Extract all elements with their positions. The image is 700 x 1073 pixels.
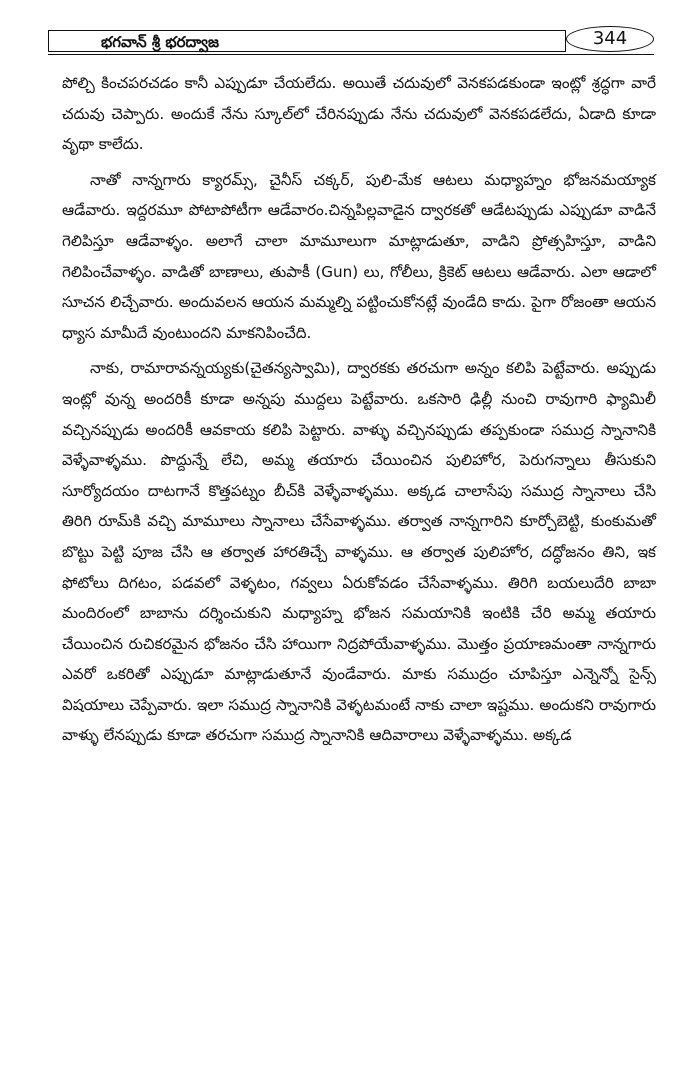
page-number: 344	[566, 26, 654, 52]
paragraph-3: నాకు, రామారావన్నయ్యకు(చైతన్యస్వామి), ద్వారకకు తరచుగా అన్నం కలిపి పెట్టేవారు. అప్పుడు ఇంట్లో వున్న అందరికీ కూడా అన్నపు ముద్దలు పెట్టేవారు. ఒకసారి ఢిల్లీ నుంచి రావుగారి ఫ్యామిలీ వచ్చినప్పుడు అందరికీ ఆవకాయ కలిపి పెట్టారు. వాళ్ళు వచ్చినప్పుడు తప్పకుండా సముద్ర స్నానానికి వెళ్ళేవాళ్ళము. పొద్దున్నే లేచి, అమ్మ తయారు చేయించిన పులిహోర, పెరుగన్నాలు తీసుకుని సూర్యోదయం దాటగానే కొత్తపట్నం బీచ్‌కి వెళ్ళేవాళ్ళము. అక్కడ చాలాసేపు సముద్ర స్నానాలు చేసి తిరిగి రూమ్‌కి వచ్చి మామూలు స్నానాలు చేసేవాళ్ళము. తర్వాత నాన్నగారిని కూర్చోబెట్టి, కుంకుమతో బొట్టు పెట్టి పూజ చేసి ఆ తర్వాత హారతిచ్చే వాళ్ళము. ఆ తర్వాత పులిహోర, దద్ధోజనం తిని, ఇక ఫోటోలు దిగటం, పడవలో వెళ్ళటం, గవ్వలు ఏరుకోవడం చేసేవాళ్ళము. తిరిగి బయలుదేరి బాబా మందిరంలో బాబాను దర్శించుకుని మధ్యాహ్న భోజన సమయానికి ఇంటికి చేరి అమ్మ తయారు చేయించిన రుచికరమైన భోజనం చేసి హాయిగా నిద్రపోయేవాళ్ళము. మొత్తం ప్రయాణమంతా నాన్నగారు ఎవరో ఒకరితో ఎప్పుడూ మాట్లాడుతూనే వుండేవారు. మాకు సముద్రం చూపిస్తూ ఎన్నెన్నో సైన్స్ విషయాలు చెప్పేవారు. ఇలా సముద్ర స్నానానికి వెళ్ళటమంటే నాకు చాలా ఇష్టము. అందుకని రావుగారు వాళ్ళు లేనప్పుడు కూడా తరచుగా సముద్ర స్నానానికి ఆదివారాలు వెళ్ళేవాళ్ళము. అక్కడ	[62, 359, 656, 745]
page-body	[62, 68, 656, 756]
book-title: భగవాన్ శ్రీ భరద్వాజ	[101, 33, 219, 51]
running-header	[48, 30, 654, 54]
header-underline	[48, 54, 654, 55]
paragraph-1: పోల్చి కించపరచడం కానీ ఎప్పుడూ చేయలేదు. అయితే చదువులో వెనకపడకుండా ఇంట్లో శ్రద్ధగా వారే చదువు చెప్పారు. అందుకే నేను స్కూల్‌లో చేరినప్పుడు నేను చదువులో వెనకపడలేదు, ఏడాది కూడా వృథా కాలేదు.	[62, 74, 656, 154]
paragraph-2: నాతో నాన్నగారు క్యారమ్స్, చైనీస్ చక్కర్, పులి-మేక ఆటలు మధ్యాహ్నం భోజనమయ్యాక ఆడేవారు. ఇద్దరమూ పోటాపోటీగా ఆడేవారం.చిన్నపిల్లవాడైన ద్వారకతో ఆడేటప్పుడు ఎప్పుడూ వాడినే గెలిపిస్తూ ఆడేవాళ్ళం. అలాగే చాలా మామూలుగా మాట్లాడుతూ, వాడిని ప్రోత్సహిస్తూ, వాడిని గెలిపించేవాళ్ళం. వాడితో బాణాలు, తుపాకీ (Gun) లు, గోలీలు, క్రికెట్ ఆటలు ఆడేవారు. ఎలా ఆడాలో సూచన లిచ్చేవారు. అందువలన ఆయన మమ్మల్ని పట్టించుకోనట్లే వుండేది కాదు. పైగా రోజంతా ఆయన ధ్యాస మామీదే వుంటుందని మాకనిపించేది.	[62, 170, 656, 342]
header-title-box	[48, 30, 566, 52]
